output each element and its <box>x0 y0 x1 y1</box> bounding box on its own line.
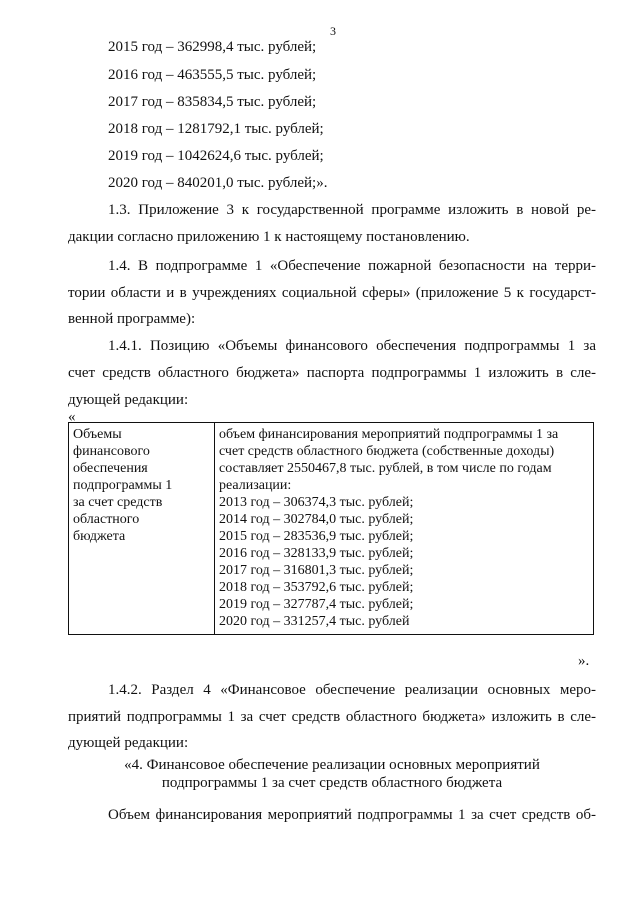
funding-year-line: 2018 год – 1281792,1 тыс. рублей; <box>108 121 324 137</box>
right-cell-intro-line: составляет 2550467,8 тыс. рублей, в том числе по годам <box>219 461 552 476</box>
funding-year-line: 2020 год – 840201,0 тыс. рублей;». <box>108 175 328 191</box>
section-heading-line: подпрограммы 1 за счет средств областного бюджета <box>161 775 503 791</box>
paragraph-1-4-2-line: приятий подпрограммы 1 за счет средств областного бюджета» изложить в сле- <box>68 709 596 725</box>
paragraph-1-4-1-line: счет средств областного бюджета» паспорта подпрограммы 1 изложить в сле- <box>68 365 596 381</box>
paragraph-1-4-1-line: 1.4.1. Позицию «Объемы финансового обеспечения подпрограммы 1 за <box>108 338 596 354</box>
passport-table-row <box>69 423 594 635</box>
funding-year-line: 2016 год – 463555,5 тыс. рублей; <box>108 67 317 83</box>
passport-left-cell <box>69 423 215 635</box>
section-heading-line: «4. Финансовое обеспечение реализации основных мероприятий <box>124 757 540 773</box>
funding-year-line: 2015 год – 362998,4 тыс. рублей; <box>108 39 317 55</box>
right-cell-year-line: 2016 год – 328133,9 тыс. рублей; <box>219 546 414 561</box>
left-cell-line: за счет средств <box>73 495 163 510</box>
page-number: 3 <box>330 24 336 38</box>
right-cell-year-line: 2020 год – 331257,4 тыс. рублей <box>219 614 410 629</box>
left-cell-line: областного <box>73 512 140 527</box>
right-cell-year-line: 2015 год – 283536,9 тыс. рублей; <box>219 529 414 544</box>
funding-year-line: 2019 год – 1042624,6 тыс. рублей; <box>108 148 324 164</box>
open-quote: « <box>68 409 76 425</box>
right-cell-year-line: 2018 год – 353792,6 тыс. рублей; <box>219 580 414 595</box>
paragraph-1-3-line: дакции согласно приложению 1 к настоящему постановлению. <box>68 229 470 245</box>
left-cell-line: бюджета <box>73 529 126 544</box>
paragraph-1-4-line: венной программе): <box>68 311 196 327</box>
right-cell-year-line: 2014 год – 302784,0 тыс. рублей; <box>219 512 414 527</box>
right-cell-year-line: 2013 год – 306374,3 тыс. рублей; <box>219 495 414 510</box>
passport-right-cell <box>215 423 594 635</box>
passport-table <box>68 422 594 635</box>
close-quote: ». <box>578 653 590 669</box>
paragraph-1-4-line: 1.4. В подпрограмме 1 «Обеспечение пожарной безопасности на терри- <box>108 258 596 274</box>
funding-year-line: 2017 год – 835834,5 тыс. рублей; <box>108 94 317 110</box>
left-cell-line: обеспечения <box>73 461 148 476</box>
left-cell-line: финансового <box>73 444 150 459</box>
paragraph-1-4-line: тории области и в учреждениях социальной сферы» (приложение 5 к государст- <box>68 285 596 301</box>
right-cell-year-line: 2017 год – 316801,3 тыс. рублей; <box>219 563 414 578</box>
paragraph-1-4-1-line: дующей редакции: <box>68 392 189 408</box>
left-cell-line: подпрограммы 1 <box>73 478 173 493</box>
paragraph-1-3-line: 1.3. Приложение 3 к государственной программе изложить в новой ре- <box>108 202 596 218</box>
right-cell-year-line: 2019 год – 327787,4 тыс. рублей; <box>219 597 414 612</box>
right-cell-intro-line: реализации: <box>219 478 292 493</box>
right-cell-intro-line: объем финансирования мероприятий подпрограммы 1 за <box>219 427 559 442</box>
left-cell-line: Объемы <box>73 427 122 442</box>
paragraph-1-4-2-line: 1.4.2. Раздел 4 «Финансовое обеспечение реализации основных меро- <box>108 682 596 698</box>
paragraph-1-4-2-line: дующей редакции: <box>68 735 189 751</box>
final-paragraph-line: Объем финансирования мероприятий подпрограммы 1 за счет средств об- <box>108 807 596 823</box>
right-cell-intro-line: счет средств областного бюджета (собственные доходы) <box>219 444 555 459</box>
